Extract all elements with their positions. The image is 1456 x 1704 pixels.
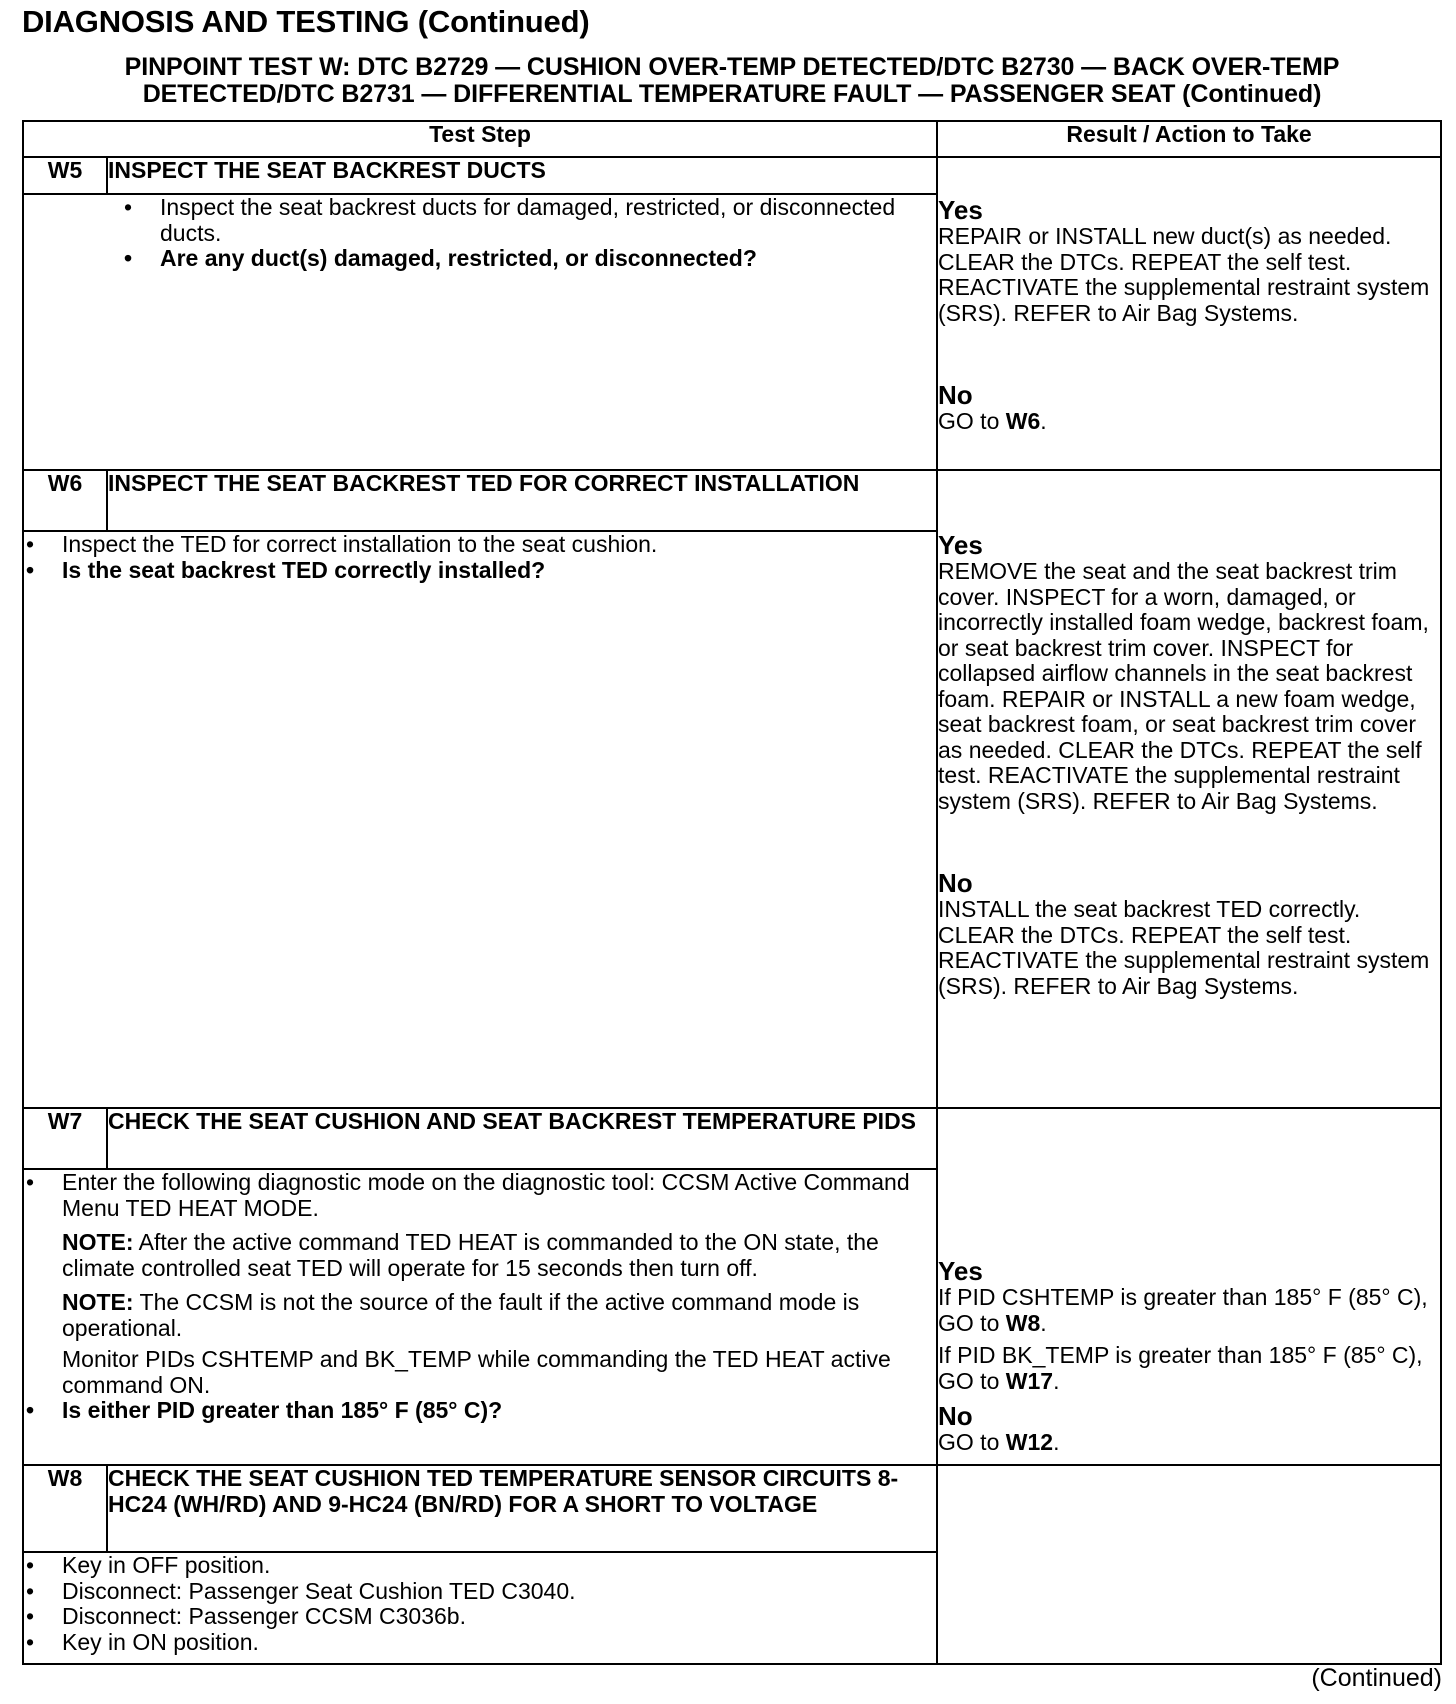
result-period: . — [1040, 1309, 1047, 1336]
step-body — [23, 1552, 937, 1664]
step-bullets — [24, 1398, 936, 1424]
note-label: NOTE: — [62, 1229, 134, 1255]
step-id: W8 — [23, 1465, 107, 1552]
step-bullets — [24, 532, 936, 583]
result-yes-text: REPAIR or INSTALL new duct(s) as needed. CLEAR the DTCs. REPEAT the self test. REACTIVATE the supplemental restraint system (SRS). REFER to Air Bag Systems. — [938, 223, 1430, 326]
step-question: • Are any duct(s) damaged, restricted, or disconnected? — [122, 246, 936, 272]
step-body — [23, 194, 937, 470]
step-bullets — [122, 195, 936, 272]
step-title: INSPECT THE SEAT BACKREST DUCTS — [107, 157, 937, 194]
step-bullet: • Inspect the seat backrest ducts for damaged, restricted, or disconnected ducts. — [122, 195, 936, 246]
step-bullets — [24, 1170, 936, 1221]
step-title: INSPECT THE SEAT BACKREST TED FOR CORRECT INSTALLATION — [107, 470, 937, 531]
note-label: NOTE: — [62, 1289, 134, 1315]
page-title: DIAGNOSIS AND TESTING (Continued) — [22, 4, 590, 39]
col-header-test-step: Test Step — [23, 121, 937, 157]
step-body — [23, 531, 937, 1108]
result-period: . — [1053, 1367, 1060, 1394]
note-text: The CCSM is not the source of the fault if the active command mode is operational. — [62, 1289, 860, 1341]
step-note — [24, 1230, 936, 1281]
result-yes-label: Yes — [938, 1256, 983, 1286]
continued-footer: (Continued) — [1311, 1664, 1442, 1692]
step-title: CHECK THE SEAT CUSHION TED TEMPERATURE SENSOR CIRCUITS 8-HC24 (WH/RD) AND 9-HC24 (BN/RD) FOR A SHORT TO VOLTAGE — [107, 1465, 937, 1552]
step-id: W6 — [23, 470, 107, 531]
step-instruction: Monitor PIDs CSHTEMP and BK_TEMP while commanding the TED HEAT active command ON. — [62, 1346, 891, 1398]
result-no-suffix: . — [1040, 408, 1047, 434]
pinpoint-test-heading — [22, 54, 1442, 108]
step-w8-result — [937, 1465, 1441, 1664]
goto-step-link: W8 — [1005, 1309, 1041, 1336]
step-bullet: • Disconnect: Passenger CCSM C3036b. — [24, 1604, 936, 1630]
col-header-result: Result / Action to Take — [937, 121, 1441, 157]
result-no-prefix: GO to — [938, 408, 1006, 434]
result-no-text — [938, 409, 1440, 435]
step-w8-title-row — [23, 1465, 1441, 1552]
result-yes-text: REMOVE the seat and the seat backrest trim cover. INSPECT for a worn, damaged, or incorrectly installed foam wedge, backrest foam, or seat backrest trim cover. INSPECT for collapsed airflow channels in the seat backrest foam. REPAIR or INSTALL a new foam wedge, seat backrest foam, or seat backrest trim cover as needed. CLEAR the DTCs. REPEAT the self test. REACTIVATE the supplemental restraint system (SRS). REFER to Air Bag Systems. — [938, 558, 1429, 814]
step-w5-title-row — [23, 157, 1441, 194]
step-question: • Is the seat backrest TED correctly installed? — [24, 558, 936, 584]
result-yes-text-2 — [938, 1343, 1440, 1394]
result-no-text: INSTALL the seat backrest TED correctly. CLEAR the DTCs. REPEAT the self test. REACTIVATE the supplemental restraint system (SRS). REFER to Air Bag Systems. — [938, 896, 1430, 999]
result-yes-label: Yes — [938, 195, 983, 225]
step-note — [24, 1290, 936, 1341]
step-w7-title-row — [23, 1108, 1441, 1169]
result-no-label: No — [938, 868, 973, 898]
step-w6-result — [937, 470, 1441, 1108]
result-no-label: No — [938, 380, 973, 410]
pinpoint-test-heading-line1: PINPOINT TEST W: DTC B2729 — CUSHION OVER-TEMP DETECTED/DTC B2730 — BACK OVER-TEMP — [124, 53, 1340, 81]
step-question: • Is either PID greater than 185° F (85° C)? — [24, 1398, 936, 1424]
result-no-label: No — [938, 1401, 973, 1431]
note-text: After the active command TED HEAT is commanded to the ON state, the climate controlled seat TED will operate for 15 seconds then turn off. — [62, 1229, 879, 1281]
step-w7-result — [937, 1108, 1441, 1465]
step-bullets — [24, 1553, 936, 1655]
table-header-row — [23, 121, 1441, 157]
step-w5-result — [937, 157, 1441, 470]
result-yes-label: Yes — [938, 530, 983, 560]
result-no-text — [938, 1430, 1440, 1456]
result-yes-text-1 — [938, 1285, 1440, 1336]
step-bullet: • Enter the following diagnostic mode on the diagnostic tool: CCSM Active Command Menu TED HEAT MODE. — [24, 1170, 936, 1221]
step-bullet: • Disconnect: Passenger Seat Cushion TED C3040. — [24, 1579, 936, 1605]
result-yes-text-1-prefix: If PID CSHTEMP is greater than 185° F (85° C), GO to — [938, 1284, 1428, 1336]
pinpoint-test-table — [22, 120, 1442, 1665]
step-w6-title-row — [23, 470, 1441, 531]
step-bullet: • Key in OFF position. — [24, 1553, 936, 1579]
step-body — [23, 1169, 937, 1465]
result-no-suffix: . — [1053, 1429, 1060, 1455]
result-yes-text-2-prefix: If PID BK_TEMP is greater than 185° F (85° C), GO to — [938, 1342, 1423, 1394]
goto-step-link: W12 — [1005, 1429, 1054, 1455]
goto-step-link: W6 — [1005, 408, 1041, 434]
result-no-prefix: GO to — [938, 1429, 1006, 1455]
step-bullet: • Key in ON position. — [24, 1630, 936, 1656]
step-id: W5 — [23, 157, 107, 194]
step-title: CHECK THE SEAT CUSHION AND SEAT BACKREST TEMPERATURE PIDS — [107, 1108, 937, 1169]
step-bullet: • Inspect the TED for correct installation to the seat cushion. — [24, 532, 936, 558]
pinpoint-test-heading-line2: DETECTED/DTC B2731 — DIFFERENTIAL TEMPERATURE FAULT — PASSENGER SEAT (Continued) — [142, 80, 1322, 108]
step-id: W7 — [23, 1108, 107, 1169]
goto-step-link: W17 — [1005, 1367, 1054, 1394]
